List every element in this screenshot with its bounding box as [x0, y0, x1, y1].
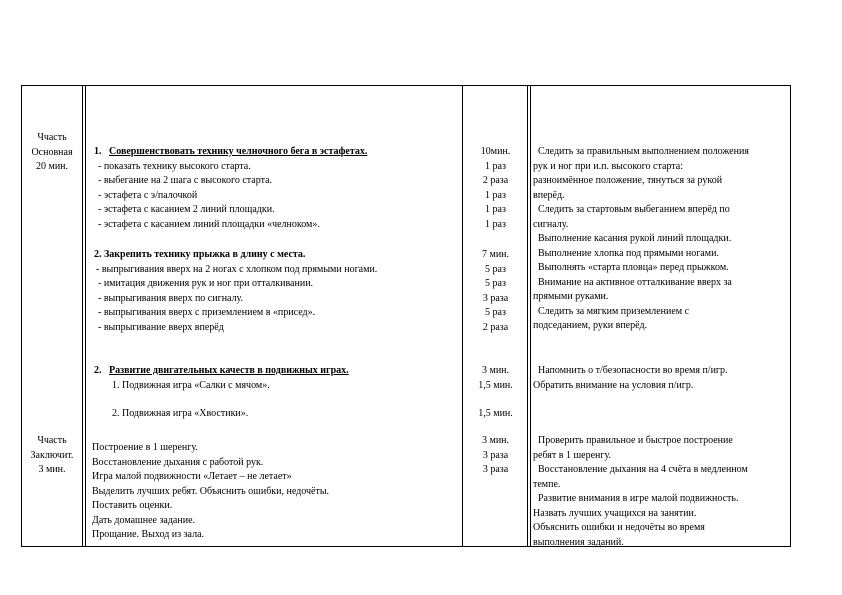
part-final-label: Ччасть Заключит. 3 мин. [30, 435, 74, 475]
task2-item: - выпрыгивания вверх с приземлением в «присед». [98, 307, 316, 318]
notes-block-3: Проверить правильное и быстрое построение ребят в 1 шеренгу. Восстановление дыхания на 4 счёта в медленном темпе. Развитие внимания в игре малой подвижность. Назвать лучших учащихся на занятии. Объяснить ошибки и недочёты во время выполнения заданий. [533, 435, 748, 548]
game-item: 1. Подвижная игра «Салки с мячом». [112, 379, 270, 391]
final-item: Восстановление дыхания с работой рук. [92, 456, 264, 468]
task1-title: 1. Совершенствовать технику челночного бега в эстафетах. [94, 146, 368, 157]
task1-item: - выбегание на 2 шага с высокого старта. [98, 175, 273, 186]
task3-block [94, 364, 349, 422]
final-item: Дать домашнее задание. [92, 514, 196, 526]
notes-block-2: Напомнить о т/безопасности во время п/игр. Обратить внимание на условия п/игр. [533, 365, 728, 391]
column-divider [82, 86, 86, 546]
final-item: Построение в 1 шеренгу. [92, 442, 198, 453]
task2-item: - выпрыгивания вверх на 2 ногах с хлопком под прямыми ногами. [96, 263, 378, 275]
dosage-block-1: 10мин. 1 раз 2 раза 1 раз 1 раз 1 раз [480, 146, 511, 230]
task2-title: 2. Закрепить технику прыжка в длину с места. [94, 249, 306, 260]
dosage-block-2: 7 мин. 5 раз 5 раз 3 раза 5 раз 2 раза [481, 249, 510, 333]
lesson-table [21, 85, 791, 547]
task1-item: - показать технику высокого старта. [98, 160, 251, 172]
task2-item: - выпрыгивание вверх вперёд [98, 321, 224, 333]
notes-block-1: Следить за правильным выполнением положения рук и ног при и.п. высокого старта: разноимённое положение, тянуться за рукой вперёд. Следить за стартовым выбеганием вперёд по сигналу. Выполнение касания рукой линий площадки. Выполнение хлопка под прямыми ногами. Выполнять «старта пловца» перед прыжком. Внимание на активное отталкивание вверх за прямыми руками. Следить за мягким приземлением с подседанием, руки вперёд. [533, 146, 749, 331]
task2-item: - выпрыгивания вверх по сигналу. [98, 292, 244, 304]
dosage-block-4: 3 мин. 3 раза 3 раза [481, 435, 510, 475]
part-main-label: Ччасть Основная 20 мин. [31, 132, 73, 172]
final-item: Игра малой подвижности «Летает – не летает» [92, 471, 292, 482]
task1-item: - эстафета с касанием 2 линий площадки. [98, 204, 275, 215]
game-item: 2. Подвижная игра «Хвостики». [112, 408, 249, 419]
final-block [92, 441, 329, 543]
dosage-block-3: 3 мин. 1,5 мин. 1,5 мин. [478, 365, 513, 419]
final-item: Выделить лучших ребят. Объяснить ошибки, недочёты. [92, 485, 330, 497]
task1-item: - эстафета с э/палочкой [98, 189, 198, 201]
task2-item: - имитация движения рук и ног при отталкивании. [98, 278, 314, 289]
task2-block [94, 248, 377, 335]
column-divider [527, 86, 531, 546]
task1-block [94, 145, 367, 232]
final-item: Поставить оценки. [92, 500, 173, 511]
task1-item: - эстафета с касанием линий площадки «челноком». [98, 218, 320, 230]
final-item: Прощание. Выход из зала. [92, 529, 205, 540]
task3-title: 2. Развитие двигательных качеств в подвижных играх. [94, 365, 349, 376]
column-divider [462, 86, 463, 546]
